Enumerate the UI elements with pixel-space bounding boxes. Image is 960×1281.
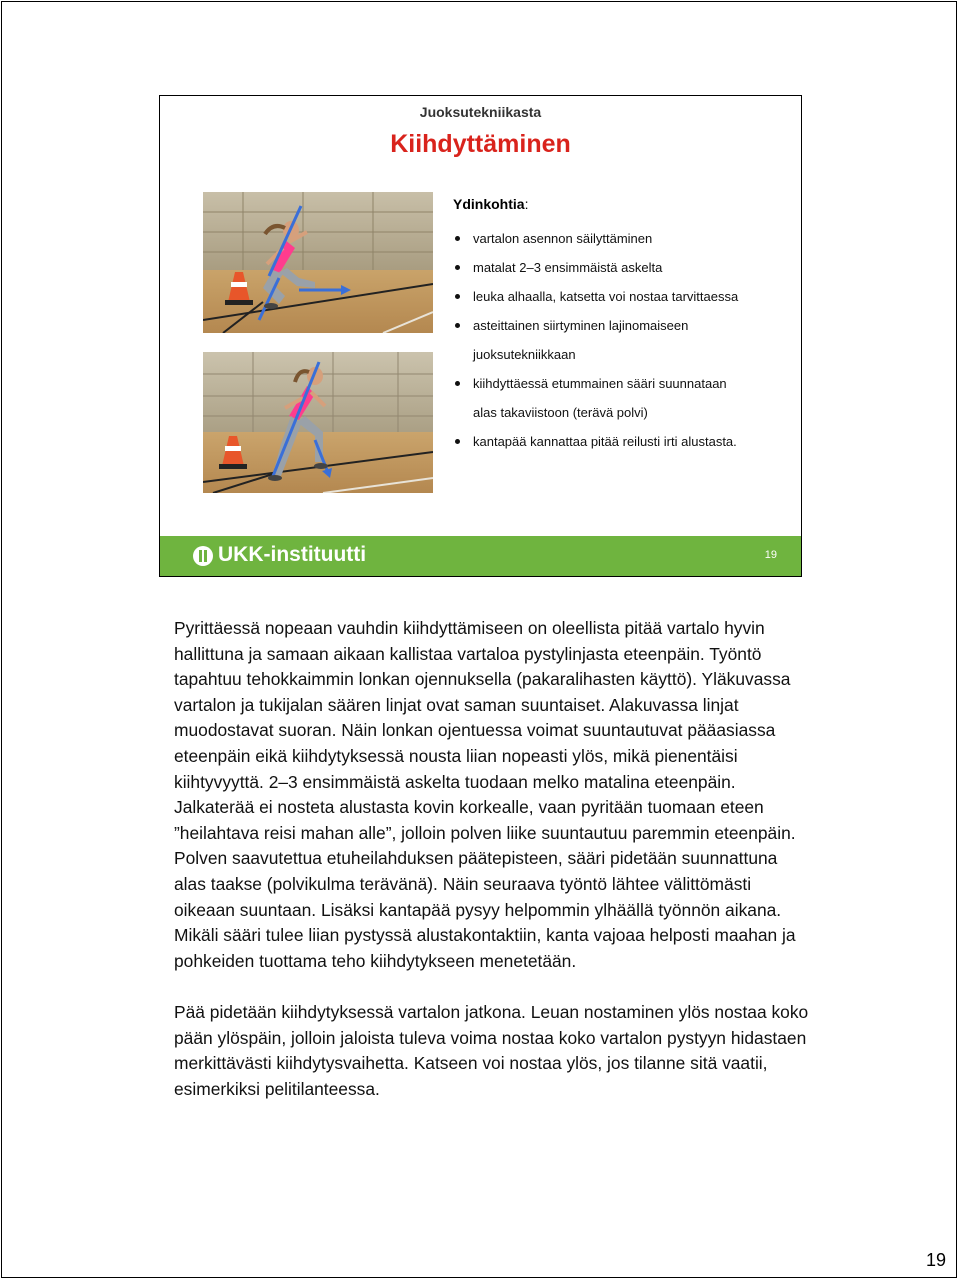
footer-logo-text: UKK-instituutti	[218, 543, 367, 566]
bullet-dot-icon	[455, 294, 460, 299]
key-point-text: kantapää kannattaa pitää reilusti irti alustasta.	[473, 434, 737, 449]
key-points-label: Ydinkohtia	[453, 196, 525, 212]
key-point-text: asteittainen siirtyminen lajinomaiseen	[473, 318, 689, 333]
key-point	[453, 224, 793, 253]
key-point	[453, 369, 793, 398]
bullet-dot-icon	[455, 265, 460, 270]
photo-acceleration-bottom	[203, 352, 433, 493]
notes-paragraph: Pää pidetään kiihdytyksessä vartalon jatkona. Leuan nostaminen ylös nostaa koko pään ylöspäin, jolloin jaloista tuleva voima nostaa koko vartalon pystyyn hidastaen merkittävästi kiihdytysvaihetta. Katseen voi nostaa ylös, jos tilanne sitä vaatii, esimerkiksi pelitilanteessa.	[174, 1001, 809, 1099]
page-number: 19	[925, 1250, 946, 1270]
ukk-logo-icon	[192, 545, 214, 567]
slide-title: Kiihdyttäminen	[390, 130, 571, 158]
key-point	[453, 282, 793, 311]
bullet-dot-icon	[455, 236, 460, 241]
slide-subtitle: Juoksutekniikasta	[419, 104, 542, 120]
key-point-text: juoksutekniikkaan	[473, 347, 576, 362]
slide	[159, 95, 802, 577]
bullet-dot-icon	[455, 323, 460, 328]
key-points-colon: :	[524, 196, 529, 212]
key-point	[453, 427, 793, 456]
notes-paragraph: Pyrittäessä nopeaan vauhdin kiihdyttämiseen on oleellista pitää vartalo hyvin hallittuna ja samaan aikaan kallistaa vartaloa pystylinjasta eteenpäin. Työntö tapahtuu tehokkaimmin lonkan ojennuksella (pakaralihasten käyttö). Yläkuvassa vartalon ja tukijalan säären linjat ovat saman suuntaiset. Alakuvassa linjat muodostavat suoran. Näin lonkan ojentuessa voimat suuntautuvat pääasiassa eteenpäin eikä kiihdytyksessä nousta liian nopeasti ylös, mikä pienentäisi kiihtyvyyttä. 2–3 ensimmäistä askelta tuodaan melko matalina eteenpäin. Jalkaterää ei nosteta alustasta kovin korkealle, vaan pyritään tuomaan eteen ”heilahtava reisi mahan alle”, jolloin polven liike suuntautuu paremmin eteenpäin. Polven saavutettua etuheilahduksen päätepisteen, sääri pidetään suunnattuna alas taakse (polvikulma terävänä). Näin seuraava työntö lähtee välittömästi oikeaan suuntaan. Lisäksi kantapää pysyy helpommin ylhäällä työnnön aikana. Mikäli sääri tulee liian pystyssä alustakontaktiin, kanta vajoaa helposti maahan ja pohkeiden tuottama teho kiihdytykseen menetetään.	[174, 618, 796, 971]
key-point	[453, 253, 793, 282]
slide-footer	[160, 536, 801, 576]
bullet-dot-icon	[455, 439, 460, 444]
slide-number: 19	[764, 549, 777, 561]
key-points-list	[453, 224, 793, 456]
key-point-text: alas takaviistoon (terävä polvi)	[473, 405, 648, 420]
key-points-heading	[453, 196, 528, 212]
key-point-text: kiihdyttäessä etummainen sääri suunnataan	[473, 376, 727, 391]
bullet-dot-icon	[455, 381, 460, 386]
key-point-continuation	[453, 398, 793, 427]
photo-acceleration-top	[203, 192, 433, 333]
notes-body	[174, 616, 814, 1102]
key-point	[453, 311, 793, 340]
key-point-text: matalat 2–3 ensimmäistä askelta	[473, 260, 663, 275]
key-point-continuation	[453, 340, 793, 369]
key-point-text: vartalon asennon säilyttäminen	[473, 231, 653, 246]
key-point-text: leuka alhaalla, katsetta voi nostaa tarvittaessa	[473, 289, 739, 304]
